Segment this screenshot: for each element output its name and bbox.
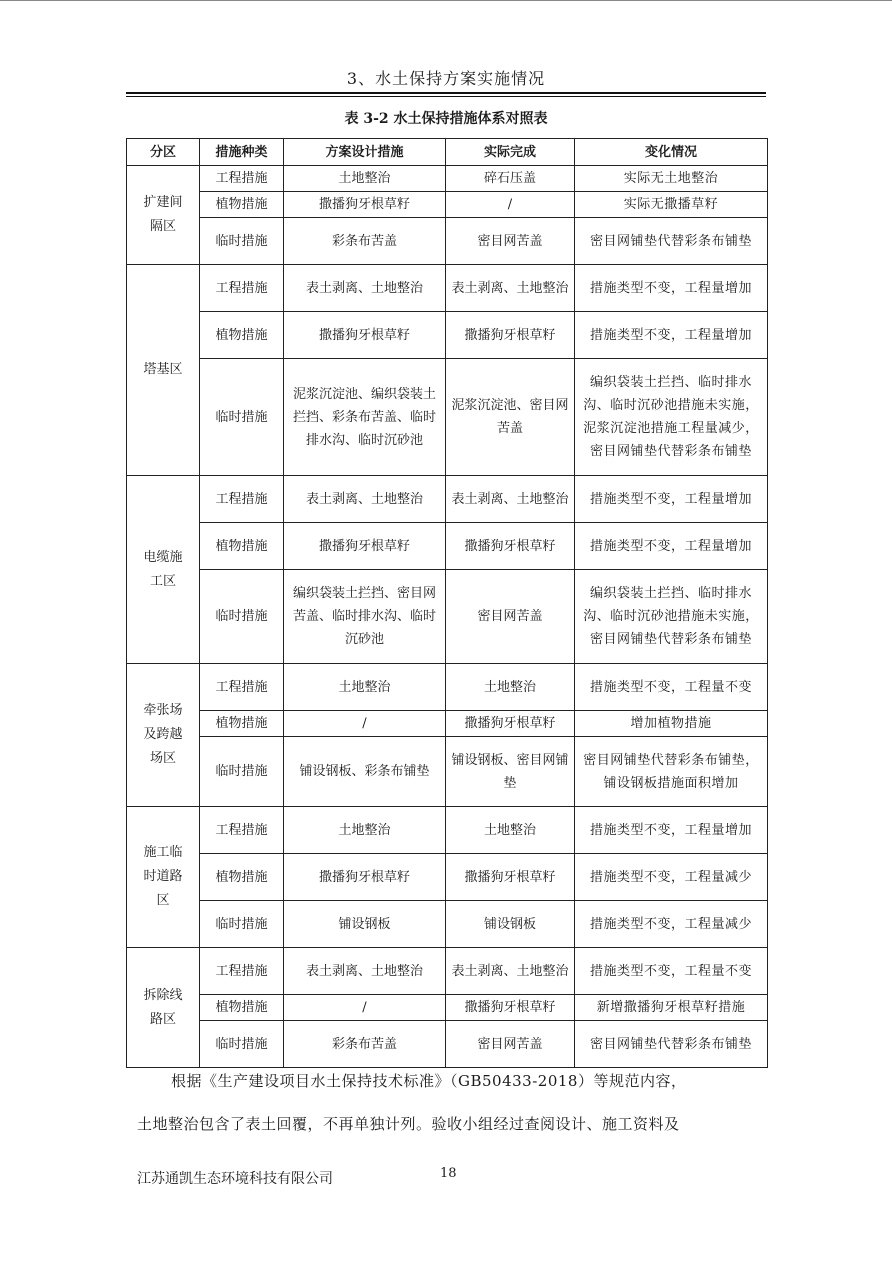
change-status-cell: 措施类型不变，工程量减少	[575, 901, 768, 948]
measure-type-cell: 植物措施	[200, 312, 284, 359]
design-measure-cell: 表土剥离、土地整治	[284, 476, 446, 523]
header-rule-thick	[126, 92, 766, 94]
column-header-change-status: 变化情况	[575, 139, 768, 166]
change-status-cell: 编织袋装土拦挡、临时排水沟、临时沉砂池措施未实施，泥浆沉淀池措施工程量减少，密目网铺垫代替彩条布铺垫	[575, 359, 768, 476]
measure-type-cell: 工程措施	[200, 476, 284, 523]
actual-completed-cell: 撒播狗牙根草籽	[446, 312, 575, 359]
actual-completed-cell: 土地整治	[446, 664, 575, 711]
measures-comparison-table	[126, 138, 768, 1068]
actual-completed-cell: 铺设钢板、密目网铺垫	[446, 737, 575, 807]
footer-page-number: 18	[440, 1166, 457, 1181]
table-row	[127, 312, 768, 359]
actual-completed-cell: 表土剥离、土地整治	[446, 948, 575, 995]
body-paragraph-line-2: 土地整治包含了表土回覆，不再单独计列。验收小组经过查阅设计、施工资料及	[137, 1115, 680, 1133]
actual-completed-cell: 密目网苦盖	[446, 570, 575, 664]
change-status-cell: 措施类型不变，工程量增加	[575, 265, 768, 312]
body-paragraph-line-1	[137, 1062, 767, 1100]
measure-type-cell: 临时措施	[200, 1021, 284, 1068]
change-status-cell: 措施类型不变，工程量不变	[575, 948, 768, 995]
measure-type-cell: 工程措施	[200, 948, 284, 995]
change-status-cell: 新增撒播狗牙根草籽措施	[575, 995, 768, 1021]
measure-type-cell: 临时措施	[200, 570, 284, 664]
actual-completed-cell: 撒播狗牙根草籽	[446, 523, 575, 570]
measure-type-cell: 临时措施	[200, 737, 284, 807]
table-row	[127, 192, 768, 218]
zone-cell: 扩建间隔区	[127, 166, 200, 265]
column-header-actual-completed: 实际完成	[446, 139, 575, 166]
change-status-cell: 密目网铺垫代替彩条布铺垫	[575, 218, 768, 265]
actual-completed-cell: 撒播狗牙根草籽	[446, 854, 575, 901]
measure-type-cell: 植物措施	[200, 192, 284, 218]
change-status-cell: 措施类型不变，工程量增加	[575, 476, 768, 523]
design-measure-cell: 彩条布苦盖	[284, 218, 446, 265]
design-measure-cell: 表土剥离、土地整治	[284, 948, 446, 995]
actual-completed-cell: 表土剥离、土地整治	[446, 476, 575, 523]
actual-completed-cell: 密目网苦盖	[446, 218, 575, 265]
header-rule-thin	[126, 96, 766, 97]
measure-type-cell: 植物措施	[200, 523, 284, 570]
column-header-zone: 分区	[127, 139, 200, 166]
change-status-cell: 实际无撒播草籽	[575, 192, 768, 218]
table-caption: 表 3-2 水土保持措施体系对照表	[344, 111, 548, 127]
design-measure-cell: /	[284, 995, 446, 1021]
table-row	[127, 854, 768, 901]
measure-type-cell: 植物措施	[200, 854, 284, 901]
measure-type-cell: 临时措施	[200, 359, 284, 476]
table-row	[127, 265, 768, 312]
footer-company-name: 江苏通凯生态环境科技有限公司	[137, 1171, 333, 1187]
section-header-title: 3、水土保持方案实施情况	[346, 69, 546, 88]
design-measure-cell: 土地整治	[284, 166, 446, 192]
design-measure-cell: 土地整治	[284, 807, 446, 854]
table-row	[127, 807, 768, 854]
table-body	[127, 166, 768, 1068]
table-row	[127, 523, 768, 570]
change-status-cell: 密目网铺垫代替彩条布铺垫	[575, 1021, 768, 1068]
measure-type-cell: 临时措施	[200, 218, 284, 265]
actual-completed-cell: 土地整治	[446, 807, 575, 854]
zone-cell: 塔基区	[127, 265, 200, 476]
measure-type-cell: 工程措施	[200, 265, 284, 312]
table-row	[127, 166, 768, 192]
table-row	[127, 218, 768, 265]
change-status-cell: 密目网铺垫代替彩条布铺垫，铺设钢板措施面积增加	[575, 737, 768, 807]
table-row	[127, 711, 768, 737]
measure-type-cell: 工程措施	[200, 166, 284, 192]
actual-completed-cell: 撒播狗牙根草籽	[446, 711, 575, 737]
change-status-cell: 措施类型不变，工程量减少	[575, 854, 768, 901]
change-status-cell: 措施类型不变，工程量增加	[575, 523, 768, 570]
design-measure-cell: 彩条布苦盖	[284, 1021, 446, 1068]
measure-type-cell: 临时措施	[200, 901, 284, 948]
design-measure-cell: 铺设钢板	[284, 901, 446, 948]
table-row	[127, 1021, 768, 1068]
design-measure-cell: 撒播狗牙根草籽	[284, 312, 446, 359]
design-measure-cell: 撒播狗牙根草籽	[284, 854, 446, 901]
zone-cell: 牵张场及跨越场区	[127, 664, 200, 807]
actual-completed-cell: /	[446, 192, 575, 218]
change-status-cell: 实际无土地整治	[575, 166, 768, 192]
actual-completed-cell: 泥浆沉淀池、密目网苦盖	[446, 359, 575, 476]
change-status-cell: 增加植物措施	[575, 711, 768, 737]
body-paragraph-text-1: 根据《生产建设项目水土保持技术标准》（GB50433-2018）等规范内容，	[171, 1072, 687, 1090]
column-header-design-measure: 方案设计措施	[284, 139, 446, 166]
design-measure-cell: 表土剥离、土地整治	[284, 265, 446, 312]
table-row	[127, 995, 768, 1021]
table-row	[127, 359, 768, 476]
table-row	[127, 570, 768, 664]
actual-completed-cell: 表土剥离、土地整治	[446, 265, 575, 312]
measure-type-cell: 工程措施	[200, 807, 284, 854]
actual-completed-cell: 碎石压盖	[446, 166, 575, 192]
design-measure-cell: 编织袋装土拦挡、密目网苦盖、临时排水沟、临时沉砂池	[284, 570, 446, 664]
change-status-cell: 措施类型不变，工程量增加	[575, 312, 768, 359]
design-measure-cell: 铺设钢板、彩条布铺垫	[284, 737, 446, 807]
measure-type-cell: 工程措施	[200, 664, 284, 711]
zone-cell: 电缆施工区	[127, 476, 200, 664]
table-header-row	[127, 139, 768, 166]
change-status-cell: 编织袋装土拦挡、临时排水沟、临时沉砂池措施未实施，密目网铺垫代替彩条布铺垫	[575, 570, 768, 664]
design-measure-cell: 撒播狗牙根草籽	[284, 192, 446, 218]
change-status-cell: 措施类型不变，工程量增加	[575, 807, 768, 854]
actual-completed-cell: 撒播狗牙根草籽	[446, 995, 575, 1021]
measure-type-cell: 植物措施	[200, 711, 284, 737]
table-row	[127, 476, 768, 523]
column-header-measure-type: 措施种类	[200, 139, 284, 166]
design-measure-cell: /	[284, 711, 446, 737]
measure-type-cell: 植物措施	[200, 995, 284, 1021]
design-measure-cell: 土地整治	[284, 664, 446, 711]
change-status-cell: 措施类型不变，工程量不变	[575, 664, 768, 711]
table-row	[127, 948, 768, 995]
zone-cell: 施工临时道路区	[127, 807, 200, 948]
page-top-border	[0, 0, 892, 1]
zone-cell: 拆除线路区	[127, 948, 200, 1068]
table-row	[127, 737, 768, 807]
table-row	[127, 664, 768, 711]
design-measure-cell: 撒播狗牙根草籽	[284, 523, 446, 570]
design-measure-cell: 泥浆沉淀池、编织袋装土拦挡、彩条布苦盖、临时排水沟、临时沉砂池	[284, 359, 446, 476]
table-row	[127, 901, 768, 948]
actual-completed-cell: 密目网苦盖	[446, 1021, 575, 1068]
actual-completed-cell: 铺设钢板	[446, 901, 575, 948]
